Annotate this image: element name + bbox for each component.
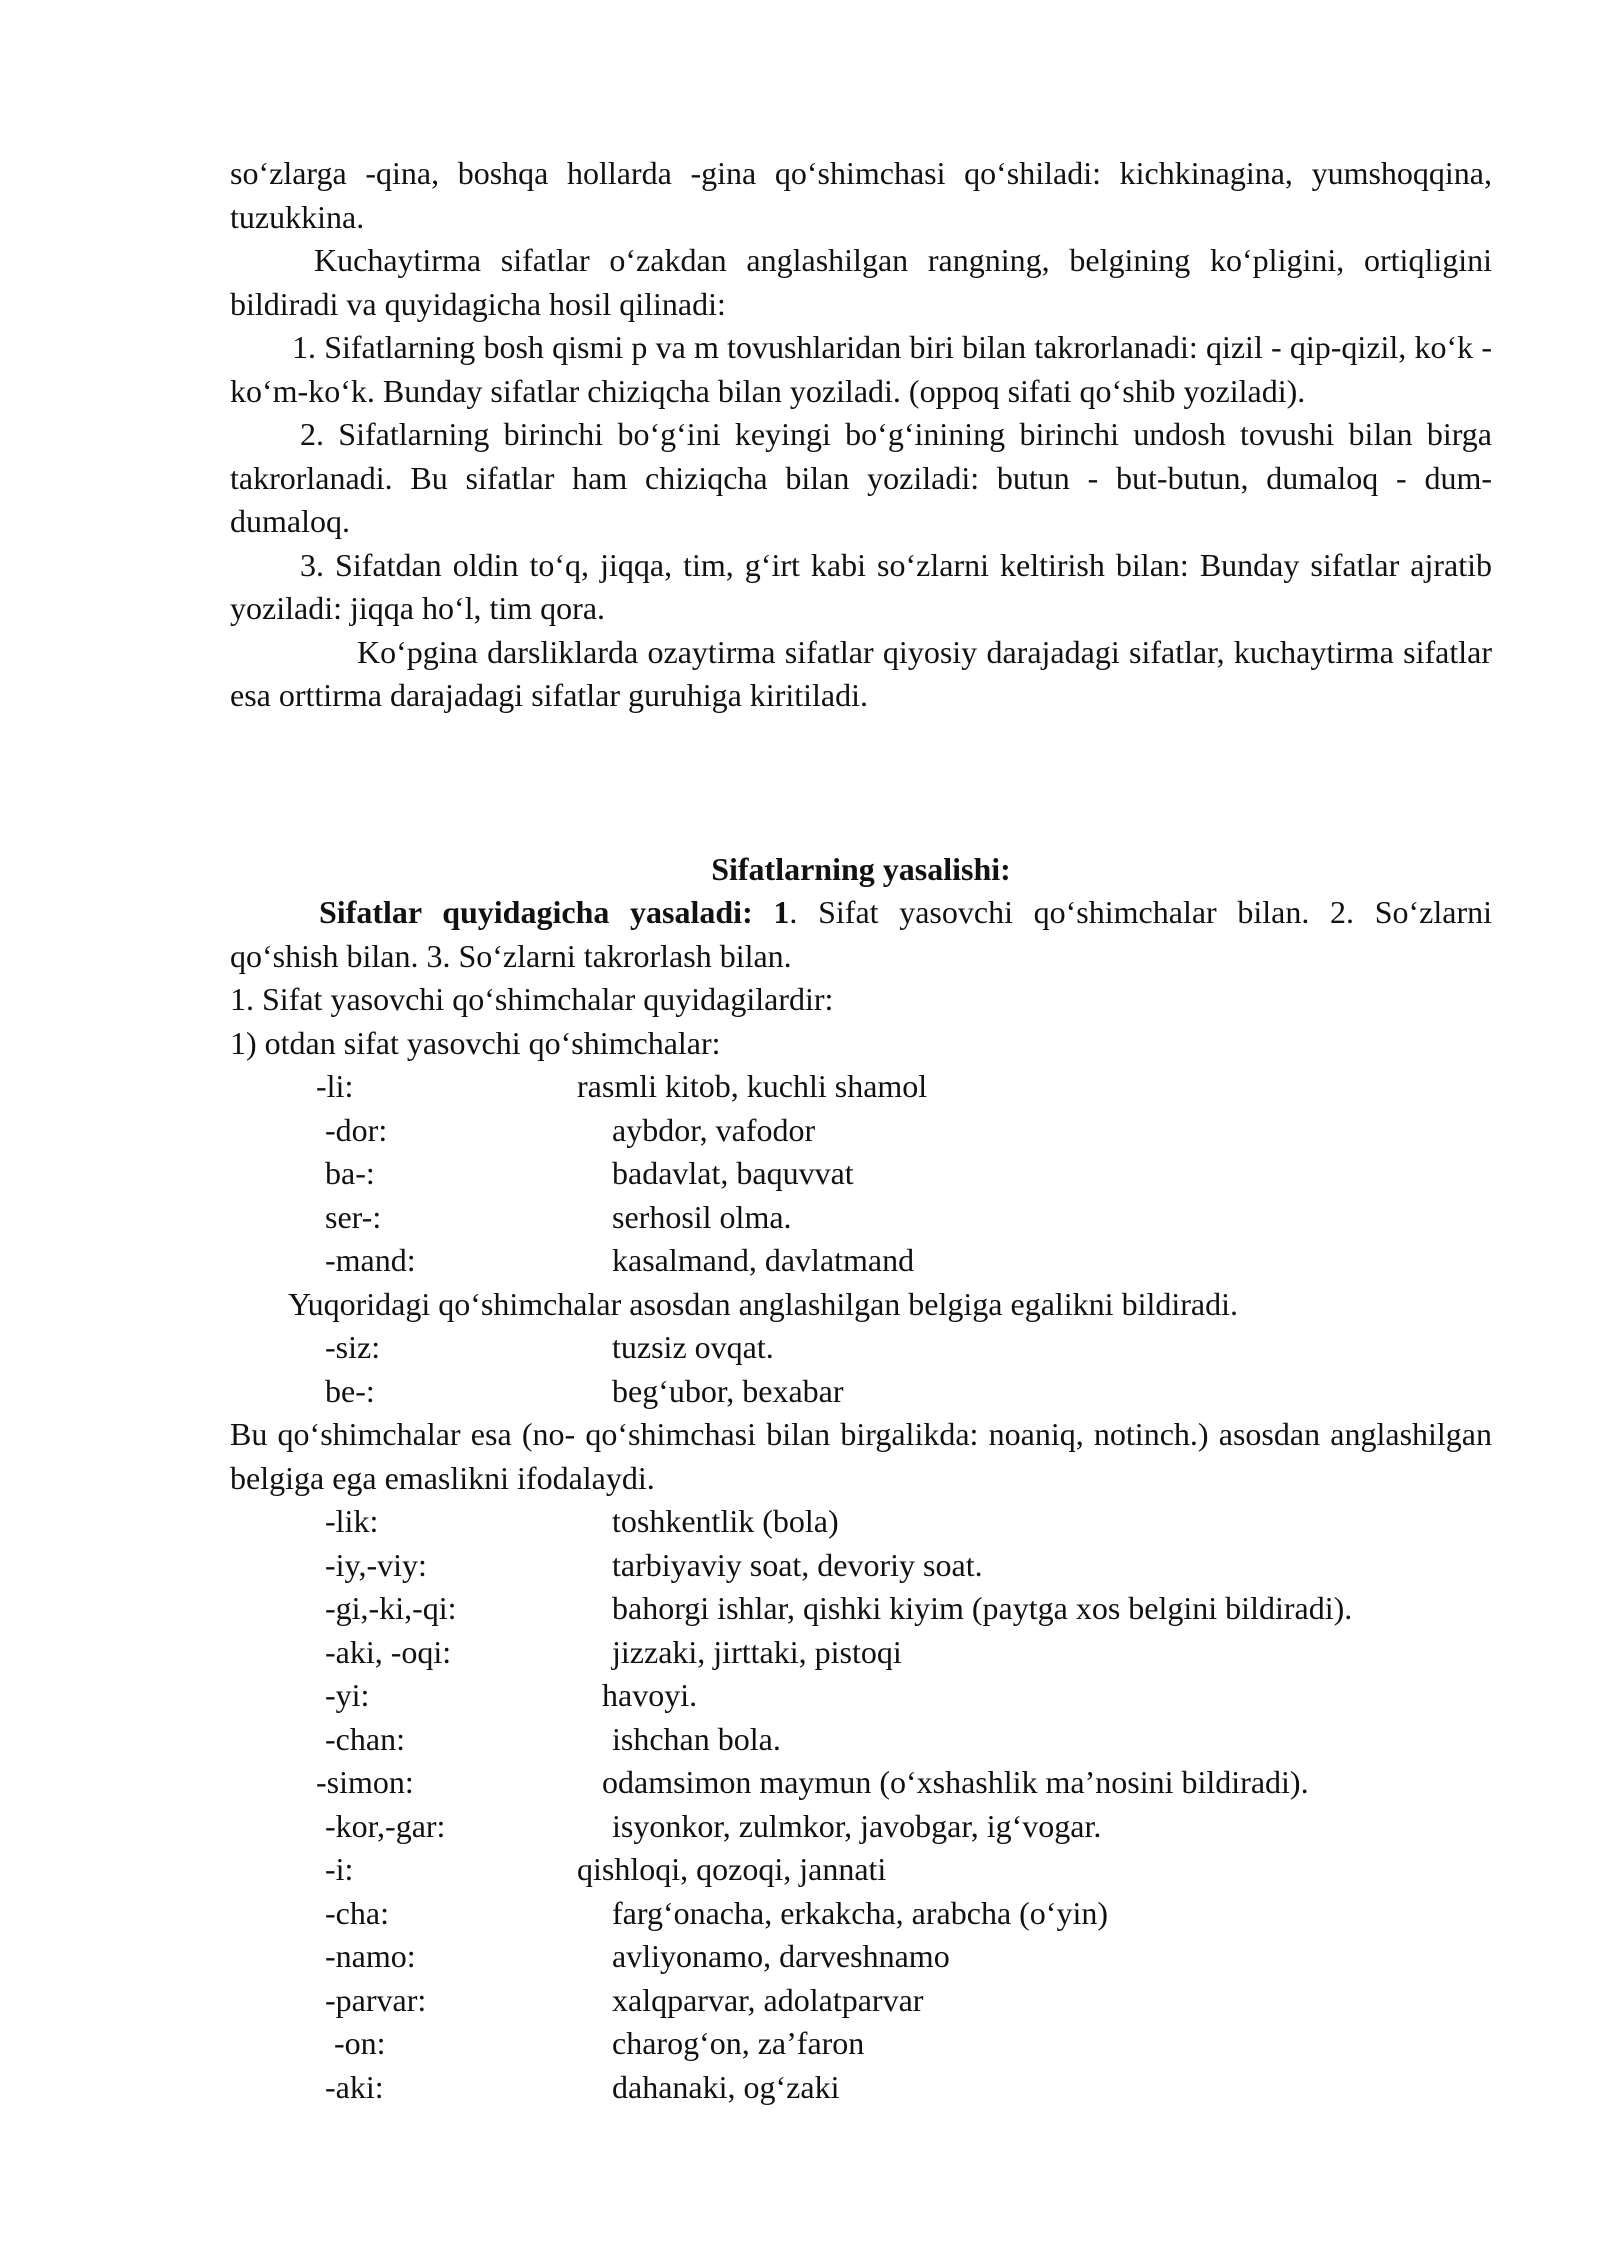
suffix-example: ishchan bola. bbox=[612, 1720, 781, 1757]
suffix-row bbox=[230, 1196, 1492, 1240]
suffix-row bbox=[230, 1109, 1492, 1153]
suffix-example: jizzaki, jirttaki, pistoqi bbox=[612, 1633, 902, 1670]
suffix-example: serhosil olma. bbox=[612, 1198, 792, 1235]
paragraph-rule-2: 2. Sifatlarning birinchi bo‘g‘ini keyingi bo‘g‘inining birinchi undosh tovushi bilan birga takrorlanadi. Bu sifatlar ham chiziqcha bilan yoziladi: butun - but-butun, dumaloq - dum-dumaloq. bbox=[230, 416, 1492, 539]
note-possession: Yuqoridagi qo‘shimchalar asosdan anglashilgan belgiga egalikni bildiradi. bbox=[288, 1285, 1238, 1322]
suffix-label: -parvar: bbox=[325, 1981, 427, 2018]
suffix-label: -namo: bbox=[325, 1938, 416, 1974]
suffix-example: tuzsiz ovqat. bbox=[612, 1329, 774, 1365]
paragraph-rule-3: 3. Sifatdan oldin to‘q, jiqqa, tim, g‘irt kabi so‘zlarni keltirish bilan: Bunday sifatlar ajratib yoziladi: jiqqa ho‘l, tim qora. bbox=[230, 546, 1492, 626]
paragraph-formation-intro bbox=[230, 891, 1492, 978]
suffix-example: rasmli kitob, kuchli shamol bbox=[577, 1068, 928, 1104]
suffix-example: odamsimon maymun (o‘xshashlik ma’nosini bildiradi). bbox=[602, 1764, 1309, 1800]
suffix-row bbox=[230, 1805, 1492, 1849]
suffix-example: kasalmand, davlatmand bbox=[612, 1242, 915, 1278]
suffix-label: -li: bbox=[316, 1068, 354, 1104]
suffix-label: -cha: bbox=[325, 1894, 389, 1931]
suffix-example: charog‘on, za’faron bbox=[612, 2025, 865, 2061]
suffix-example: tarbiyaviy soat, devoriy soat. bbox=[612, 1546, 983, 1583]
suffix-row bbox=[230, 1674, 1492, 1718]
suffix-row bbox=[230, 1065, 1492, 1109]
note-negation: Bu qo‘shimchalar esa (no- qo‘shimchasi bilan birgalikda: noaniq, notinch.) asosdan anglashilgan belgiga ega emaslikni ifodalaydi. bbox=[230, 1416, 1492, 1496]
section-spacer bbox=[230, 718, 1492, 848]
intro-bold-text: Sifatlar quyidagicha yasaladi: 1 bbox=[319, 894, 790, 930]
suffix-example: beg‘ubor, bexabar bbox=[612, 1372, 844, 1409]
suffix-row bbox=[230, 1718, 1492, 1762]
suffix-row bbox=[230, 1935, 1492, 1979]
suffix-row bbox=[230, 2022, 1492, 2066]
suffix-row bbox=[230, 2066, 1492, 2110]
suffix-row bbox=[230, 1370, 1492, 1414]
suffix-label: -on: bbox=[334, 2025, 386, 2061]
suffix-row bbox=[230, 1239, 1492, 1283]
suffix-example: aybdor, vafodor bbox=[612, 1111, 816, 1148]
suffix-row bbox=[230, 1326, 1492, 1370]
intro-rest-text: . Sifat yasovchi qo‘shimchalar bilan. 2. So‘zlarni qo‘shish bilan. 3. So‘zlarni takrorlash bilan. bbox=[230, 894, 1493, 974]
paragraph-rule-1: 1. Sifatlarning bosh qismi p va m tovushlaridan biri bilan takrorlanadi: qizil - qip-qizil, ko‘k - ko‘m-ko‘k. Bunday sifatlar chiziqcha bilan yoziladi. (oppoq sifati qo‘shib yoziladi). bbox=[230, 329, 1492, 409]
suffix-row bbox=[230, 1892, 1492, 1936]
suffix-label: -kor,-gar: bbox=[325, 1807, 446, 1844]
suffix-label: -gi,-ki,-qi: bbox=[325, 1590, 457, 1626]
suffix-example: toshkentlik (bola) bbox=[612, 1503, 839, 1539]
suffix-example: isyonkor, zulmkor, javobgar, ig‘vogar. bbox=[612, 1807, 1102, 1844]
suffix-row bbox=[230, 1761, 1492, 1805]
suffix-label: -i: bbox=[325, 1851, 354, 1887]
suffix-row bbox=[230, 1848, 1492, 1892]
suffix-label: -chan: bbox=[325, 1720, 405, 1757]
page-content bbox=[230, 152, 1492, 2109]
suffix-example: bahorgi ishlar, qishki kiyim (paytga xos belgini bildiradi). bbox=[612, 1590, 1353, 1626]
suffix-row bbox=[230, 1631, 1492, 1675]
suffix-row bbox=[230, 1152, 1492, 1196]
suffix-label: -yi: bbox=[325, 1677, 370, 1713]
suffix-label: -lik: bbox=[325, 1503, 379, 1539]
suffix-example: dahanaki, og‘zaki bbox=[612, 2068, 840, 2105]
section-heading: Sifatlarning yasalishi: bbox=[711, 850, 1011, 887]
suffix-label: ba-: bbox=[325, 1155, 375, 1191]
paragraph-continuation: so‘zlarga -qina, boshqa hollarda -gina qo‘shimchasi qo‘shiladi: kichkinagina, yumshoqqina, tuzukkina. bbox=[230, 155, 1492, 235]
suffix-label: -iy,-viy: bbox=[325, 1546, 427, 1583]
paragraph-textbooks-note: Ko‘pgina darsliklarda ozaytirma sifatlar qiyosiy darajadagi sifatlar, kuchaytirma sifatlar esa orttirma darajadagi sifatlar guruhiga kiritiladi. bbox=[230, 633, 1492, 713]
suffix-label: -siz: bbox=[325, 1329, 381, 1365]
suffix-example: farg‘onacha, erkakcha, arabcha (o‘yin) bbox=[612, 1894, 1108, 1931]
suffix-example: havoyi. bbox=[602, 1677, 698, 1713]
suffix-example: avliyonamo, darveshnamo bbox=[612, 1938, 950, 1974]
paragraph-intensive-adjectives: Kuchaytirma sifatlar o‘zakdan anglashilgan rangning, belgining ko‘pligini, ortiqligini bildiradi va quyidagicha hosil qilinadi: bbox=[230, 242, 1492, 322]
suffix-label: -simon: bbox=[316, 1764, 414, 1800]
suffix-row bbox=[230, 1500, 1492, 1544]
suffix-row bbox=[230, 1544, 1492, 1588]
suffix-label: -aki, -oqi: bbox=[325, 1633, 452, 1670]
suffixes-title: 1. Sifat yasovchi qo‘shimchalar quyidagilardir: bbox=[230, 981, 834, 1017]
noun-suffixes-title: 1) otdan sifat yasovchi qo‘shimchalar: bbox=[230, 1024, 721, 1061]
suffix-label: -dor: bbox=[325, 1111, 388, 1148]
suffix-label: -aki: bbox=[325, 2068, 384, 2105]
suffix-row bbox=[230, 1587, 1492, 1631]
suffix-example: xalqparvar, adolatparvar bbox=[612, 1981, 924, 2018]
suffix-example: qishloqi, qozoqi, jannati bbox=[577, 1851, 887, 1887]
suffix-label: be-: bbox=[325, 1372, 375, 1409]
suffix-row bbox=[230, 1979, 1492, 2023]
suffix-example: badavlat, baquvvat bbox=[612, 1155, 854, 1191]
suffix-label: ser-: bbox=[325, 1198, 382, 1235]
suffix-label: -mand: bbox=[325, 1242, 416, 1278]
